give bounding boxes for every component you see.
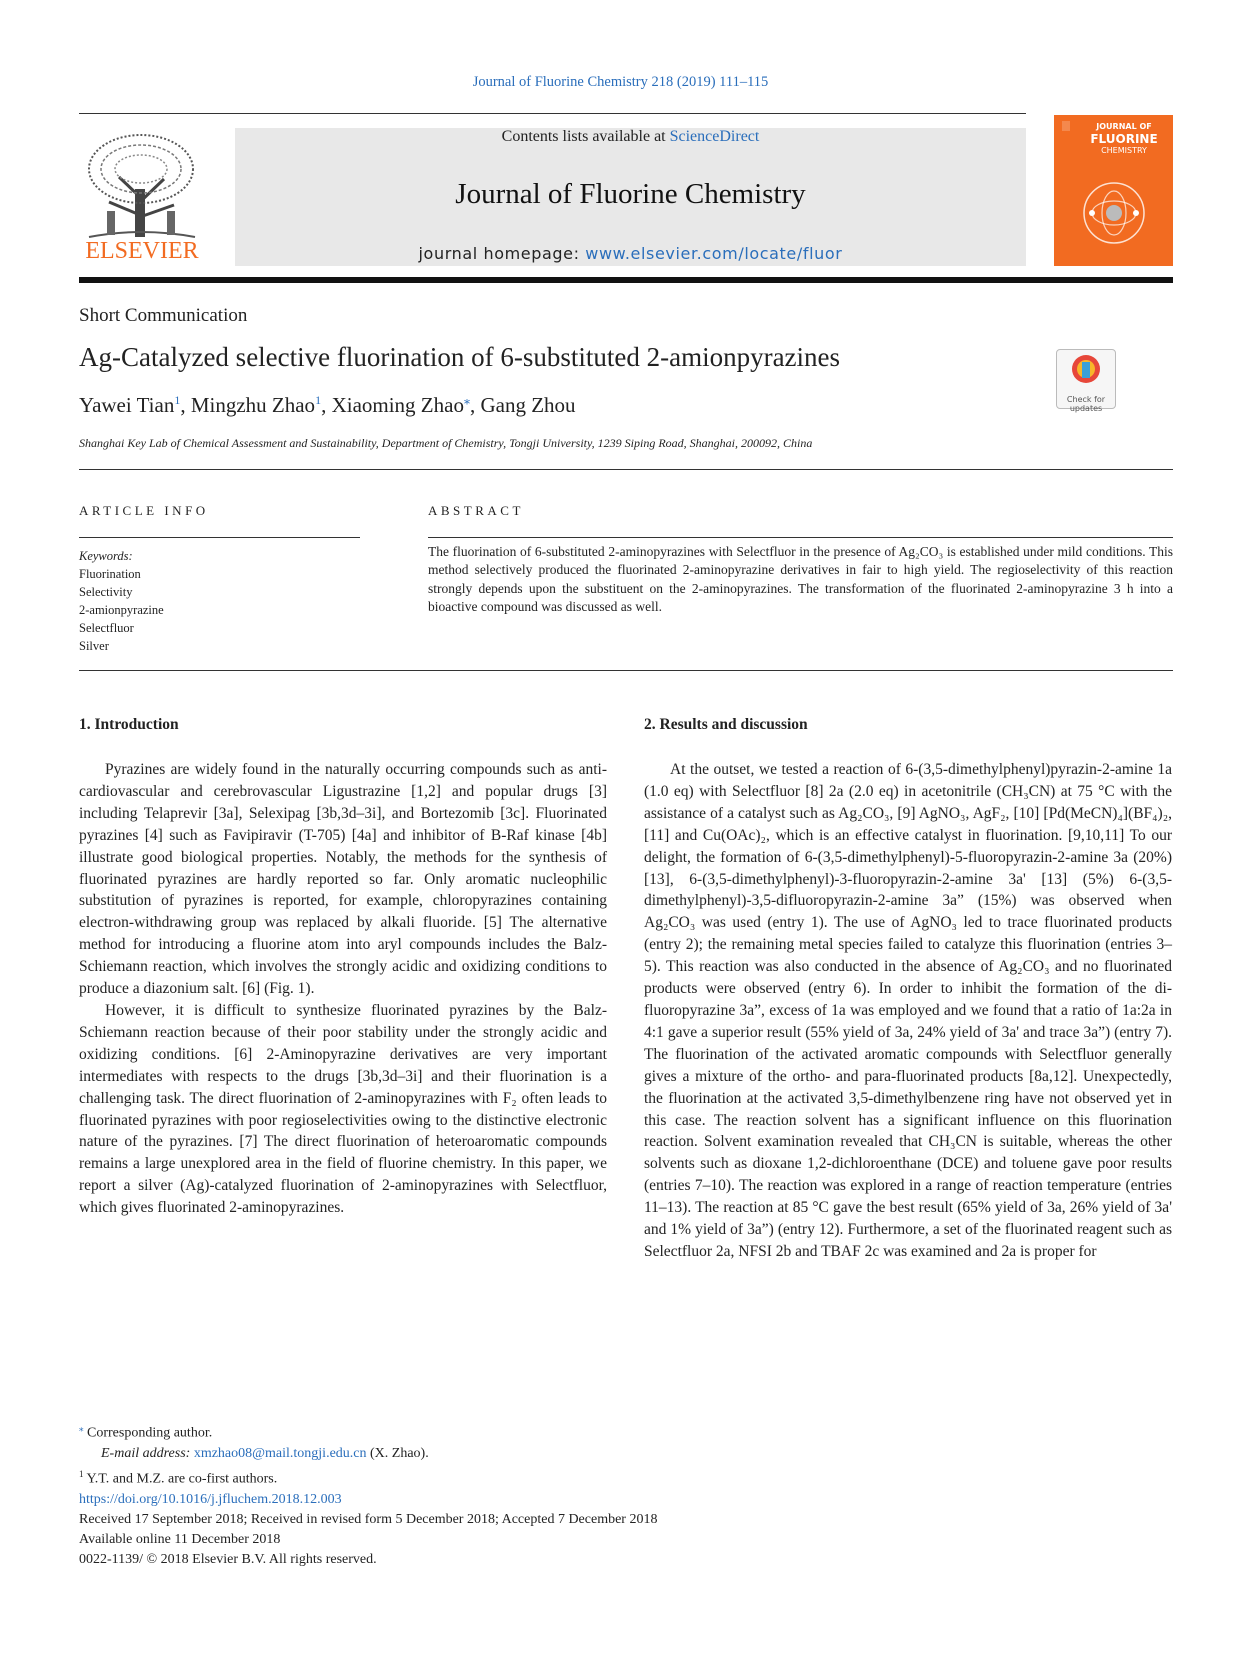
top-rule xyxy=(79,113,1026,114)
check-for-updates-badge[interactable] xyxy=(1056,349,1116,413)
author-name: Yawei Tian xyxy=(79,393,175,417)
cover-line-1: JOURNAL OF xyxy=(1096,122,1152,131)
introduction-paragraph-1: Pyrazines are widely found in the naturally occurring compounds such as anti-cardiovascular and cerebrovascular Ligustrazine [1,2] and popular drugs [3] including Telaprevir [3a], Selexipag [3b,3d–3i], and Bortezomib [3c]. Fluorinated pyrazines [4] such as Favipiravir (T-705) [4a] and inhibitor of B-Raf kinase [4b] illustrate good biological properties. Notably, the methods for the synthesis of fluorinated pyrazines are hardly reported so far. Only aromatic nucleophilic substitution of pyrazines is reported, for example, chloropyrazines containing electron-withdrawing group was replaced by alkali fluoride. [5] The alternative method for introducing a fluorine atom into aryl compounds includes the Balz-Schiemann reaction, which involves the strongly acidic and oxidizing conditions to produce a diazonium salt. [6] (Fig. 1). xyxy=(79,761,607,998)
footnotes xyxy=(79,1418,429,1489)
introduction-heading: 1. Introduction xyxy=(79,716,179,733)
keyword: Selectfluor xyxy=(79,621,134,635)
email-suffix: (X. Zhao). xyxy=(370,1445,429,1461)
homepage-prefix: journal homepage: xyxy=(418,244,580,263)
cover-line-2: FLUORINE xyxy=(1090,132,1158,146)
author-name: Xiaoming Zhao xyxy=(331,393,464,417)
keyword: Selectivity xyxy=(79,585,133,599)
abstract-text: The fluorination of 6-substituted 2-aminopyrazines with Selectfluor in the presence of Ag₂CO₃ is established under mild conditions. This method selectively produced the fluorinated 2-aminopyrazine derivatives in fair to high yield. The regioselectivity of this reaction strongly depends upon the substituent on the 2-aminopyrazines. The transformation of the fluorinated 2-aminopyrazine 3 h into a bioactive compound was discussed as well. xyxy=(428,544,1173,614)
journal-reference[interactable]: Journal of Fluorine Chemistry 218 (2019) 111–115 xyxy=(472,74,769,90)
results-paragraph-1: At the outset, we tested a reaction of 6-(3,5-dimethylphenyl)pyrazin-2-amine 1a (1.0 eq) with Selectfluor [8] 2a (2.0 eq) in acetonitrile (CH₃CN) at 75 °C with the assistance of a catalyst such as Ag₂CO₃, [9] AgNO₃, AgF₂, [10] [Pd(MeCN)₄](BF₄)₂, [11] and Cu(OAc)₂, which is an effective catalyst in fluorination. [9,10,11] To our delight, the formation of 6-(3,5-dimethylphenyl)-5-fluoropyrazin-2-amine 3a (20%) [13], 6-(3,5-dimethylphenyl)-3-fluoropyrazin-2-amine 3a' [13] (5%) 6-(3,5-dimethylphenyl)-3,5-difluoropyrazin-2-amine 3a” (15%) was observed when Ag₂CO₃ was used (entry 1). The use of AgNO₃ led to trace fluorinated products (entry 2); the remaining metal species failed to catalyze this fluorination (entries 3–5). This reaction was also conducted in the absence of Ag₂CO₃ and no fluorinated products were observed (entry 6). In order to inhibit the formation of the di-fluoropyrazine 3a”, excess of 1a was employed and we found that a ratio of 1a:2a in 4:1 gave a superior result (55% yield of 3a, 24% yield of 3a' and trace 3a”) (entry 7). The fluorination of the activated aromatic compounds with Selectfluor generally gives a mixture of the ortho- and para-fluorinated products [8a,12]. Unexpectedly, the fluorination at the activated 3,5-dimethylbenzene ring have not observed yet in this case. The reaction solvent has a significant influence on this fluorination reaction. Solvent examination revealed that CH₃CN is suitable, whereas the other solvents such as dioxane 1,2-dichloroenthane (DCE) and toluene gave poor results (entries 7–10). The reaction was explored in a range of reaction temperature (entries 11–13). The reaction at 85 °C gave the best result (65% yield of 3a, 26% yield of 3a' and 1% yield of 3a”) (entry 12). Furthermore, a set of the fluorinated reagent such as Selectfluor 2a, NFSI 2b and TBAF 2c was examined and 2a is proper for xyxy=(644,761,1172,1260)
abstract-heading: ABSTRACT xyxy=(428,503,524,518)
introduction-paragraph-2: However, it is difficult to synthesize fluorinated pyrazines by the Balz-Schiemann reaction because of their poor stability under the strongly acidic and oxidizing conditions. [6] 2-Aminopyrazine derivatives are very important intermediates with respects to the drugs [3b,3d–3i] and their fluorination is a challenging task. The direct fluorination of 2-aminopyrazines with F₂ often leads to fluorinated pyrazines with poor regioselectivities owing to the distinctive electronic nature of the pyrazines. [7] The direct fluorination of heteroaromatic compounds remains a large unexplored area in the field of fluorine chemistry. In this paper, we report a silver (Ag)-catalyzed fluorination of 2-aminopyrazines with Selectfluor, which gives fluorinated 2-aminopyrazines. xyxy=(79,1001,607,1217)
journal-title: Journal of Fluorine Chemistry xyxy=(455,178,806,210)
email-link[interactable]: xmzhao08@mail.tongji.edu.cn xyxy=(193,1445,367,1461)
author-mark[interactable]: 1 xyxy=(315,393,322,407)
author-mark[interactable]: ⁎ xyxy=(463,393,470,407)
contents-line xyxy=(235,128,1026,146)
check-updates-icon xyxy=(1057,350,1115,390)
results-body xyxy=(644,759,1172,1263)
cofirst-note: Y.T. and M.Z. are co-first authors. xyxy=(86,1471,278,1487)
cover-line-3: CHEMISTRY xyxy=(1101,146,1147,155)
author-mark[interactable]: 1 xyxy=(174,393,181,407)
author-name: Gang Zhou xyxy=(480,393,576,417)
doi-link[interactable]: https://doi.org/10.1016/j.jfluchem.2018.12.003 xyxy=(79,1492,342,1507)
elsevier-mini-icon xyxy=(1062,121,1070,131)
article-title: Ag-Catalyzed selective fluorination of 6-substituted 2-amionpyrazines xyxy=(79,342,841,372)
elsevier-logo xyxy=(79,127,205,267)
copyright: 0022-1139/ © 2018 Elsevier B.V. All rights reserved. xyxy=(79,1552,377,1567)
atom-icon xyxy=(1074,173,1154,253)
results-heading: 2. Results and discussion xyxy=(644,716,808,733)
cofirst-mark: 1 xyxy=(79,1468,84,1479)
keyword: 2-amionpyrazine xyxy=(79,603,164,617)
introduction-body xyxy=(79,759,607,1219)
homepage-link[interactable]: www.elsevier.com/locate/fluor xyxy=(585,244,843,263)
check-updates-label: Check for updates xyxy=(1066,395,1106,413)
email-label: E-mail address: xyxy=(101,1445,191,1461)
keyword: Fluorination xyxy=(79,567,141,581)
author-name: Mingzhu Zhao xyxy=(190,393,316,417)
article-info-rule xyxy=(79,537,360,538)
article-metadata xyxy=(79,1490,657,1570)
keyword: Silver xyxy=(79,639,109,653)
affiliation: Shanghai Key Lab of Chemical Assessment and Sustainability, Department of Chemistry, Tongji University, 1239 Siping Road, Shanghai, 200092, China xyxy=(79,436,813,450)
author-list: Yawei Tian$^1$, Mingzhu Zhao$^1$, Xiaoming Zhao⁎, Gang Zhou xyxy=(79,393,576,417)
available-online: Available online 11 December 2018 xyxy=(79,1532,281,1547)
keywords-block xyxy=(79,547,164,655)
publisher-name: ELSEVIER xyxy=(85,238,199,264)
received-dates: Received 17 September 2018; Received in revised form 5 December 2018; Accepted 7 December 2018 xyxy=(79,1512,658,1527)
sciencedirect-link[interactable]: ScienceDirect xyxy=(669,128,760,145)
corresponding-mark: ⁎ xyxy=(79,1423,84,1433)
journal-cover[interactable] xyxy=(1054,115,1173,266)
journal-homepage xyxy=(235,244,1026,263)
abstract-bottom-rule xyxy=(79,670,1173,671)
article-type: Short Communication xyxy=(79,305,248,326)
header-thick-rule xyxy=(79,277,1173,283)
affiliation-rule xyxy=(79,469,1173,470)
abstract-rule xyxy=(428,537,1173,538)
article-info-heading: ARTICLE INFO xyxy=(79,503,209,518)
contents-prefix: Contents lists available at xyxy=(501,128,666,145)
keywords-label: Keywords: xyxy=(79,549,133,563)
corresponding-note: Corresponding author. xyxy=(87,1425,213,1441)
